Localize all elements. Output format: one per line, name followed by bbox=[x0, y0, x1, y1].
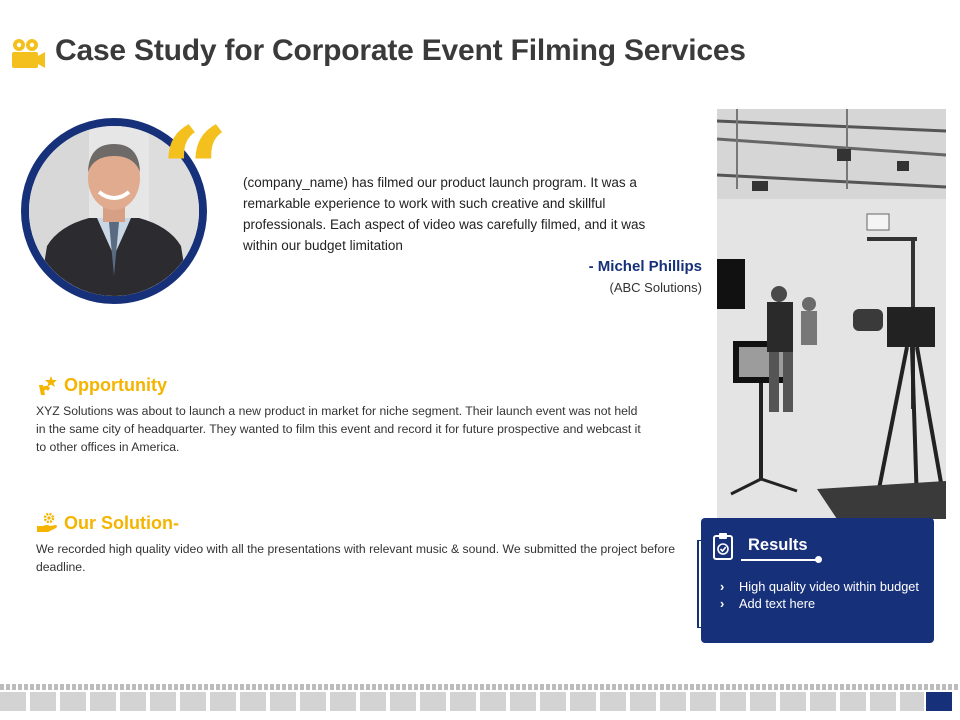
film-studio-photo bbox=[717, 109, 946, 519]
footer-block bbox=[570, 692, 596, 711]
footer-block bbox=[60, 692, 86, 711]
footer-block bbox=[720, 692, 746, 711]
list-item bbox=[720, 595, 919, 612]
footer-block-accent bbox=[926, 692, 952, 711]
footer-block bbox=[300, 692, 326, 711]
footer-block-strip bbox=[0, 692, 960, 712]
list-item bbox=[720, 578, 919, 595]
footer-block bbox=[900, 692, 924, 711]
footer-block bbox=[150, 692, 176, 711]
footer-block bbox=[690, 692, 716, 711]
clipboard-check-icon bbox=[713, 532, 733, 560]
results-underline bbox=[741, 559, 819, 561]
quote-mark-icon: “ bbox=[160, 101, 230, 242]
footer-block bbox=[270, 692, 296, 711]
results-title: Results bbox=[748, 536, 808, 554]
footer-block bbox=[240, 692, 266, 711]
footer-block bbox=[330, 692, 356, 711]
footer-block bbox=[780, 692, 806, 711]
footer-block bbox=[90, 692, 116, 711]
footer-block bbox=[360, 692, 386, 711]
solution-body: We recorded high quality video with all the presentations with relevant music & sound. We submitted the project before deadline. bbox=[36, 542, 676, 574]
footer-block bbox=[750, 692, 776, 711]
footer-block bbox=[180, 692, 206, 711]
opportunity-body: XYZ Solutions was about to launch a new product in market for niche segment. Their launch event was not held in the same city of headquarter. They wanted to film this event and record it for future prospective and webcast it to other offices in America. bbox=[36, 404, 641, 454]
video-camera-icon bbox=[10, 38, 46, 70]
results-card bbox=[701, 518, 934, 643]
footer-block bbox=[600, 692, 626, 711]
chevron-right-icon: › bbox=[720, 596, 725, 611]
results-item-text: Add text here bbox=[739, 596, 816, 611]
footer-block bbox=[510, 692, 536, 711]
page-title: Case Study for Corporate Event Filming Services bbox=[55, 34, 746, 67]
footer-block bbox=[540, 692, 566, 711]
testimonial-company: (ABC Solutions) bbox=[609, 280, 702, 295]
handshake-star-icon bbox=[37, 375, 59, 397]
solution-heading: Our Solution- bbox=[64, 513, 179, 533]
footer-block bbox=[450, 692, 476, 711]
footer-block bbox=[660, 692, 686, 711]
footer-block bbox=[420, 692, 446, 711]
testimonial-text: (company_name) has filmed our product launch program. It was a remarkable experience to work with such creative and skillful professionals. Each aspect of video was carefully filmed, and it was within our budget limitation bbox=[243, 175, 646, 253]
footer-block bbox=[390, 692, 416, 711]
footer-block bbox=[840, 692, 866, 711]
chevron-right-icon: › bbox=[720, 579, 725, 594]
footer-block bbox=[630, 692, 656, 711]
results-underline-dot bbox=[815, 556, 822, 563]
footer-block bbox=[810, 692, 836, 711]
footer-block bbox=[30, 692, 56, 711]
footer-block bbox=[120, 692, 146, 711]
footer-block bbox=[0, 692, 26, 711]
footer-block bbox=[210, 692, 236, 711]
testimonial-author: - Michel Phillips bbox=[588, 258, 702, 275]
footer-block bbox=[480, 692, 506, 711]
opportunity-heading: Opportunity bbox=[64, 375, 167, 395]
results-item-text: High quality video within budget bbox=[739, 579, 919, 594]
footer-block bbox=[870, 692, 896, 711]
footer-dotted-border bbox=[0, 684, 960, 690]
film-studio-image bbox=[717, 109, 946, 519]
hand-gear-icon bbox=[36, 512, 58, 534]
results-list bbox=[720, 578, 919, 612]
